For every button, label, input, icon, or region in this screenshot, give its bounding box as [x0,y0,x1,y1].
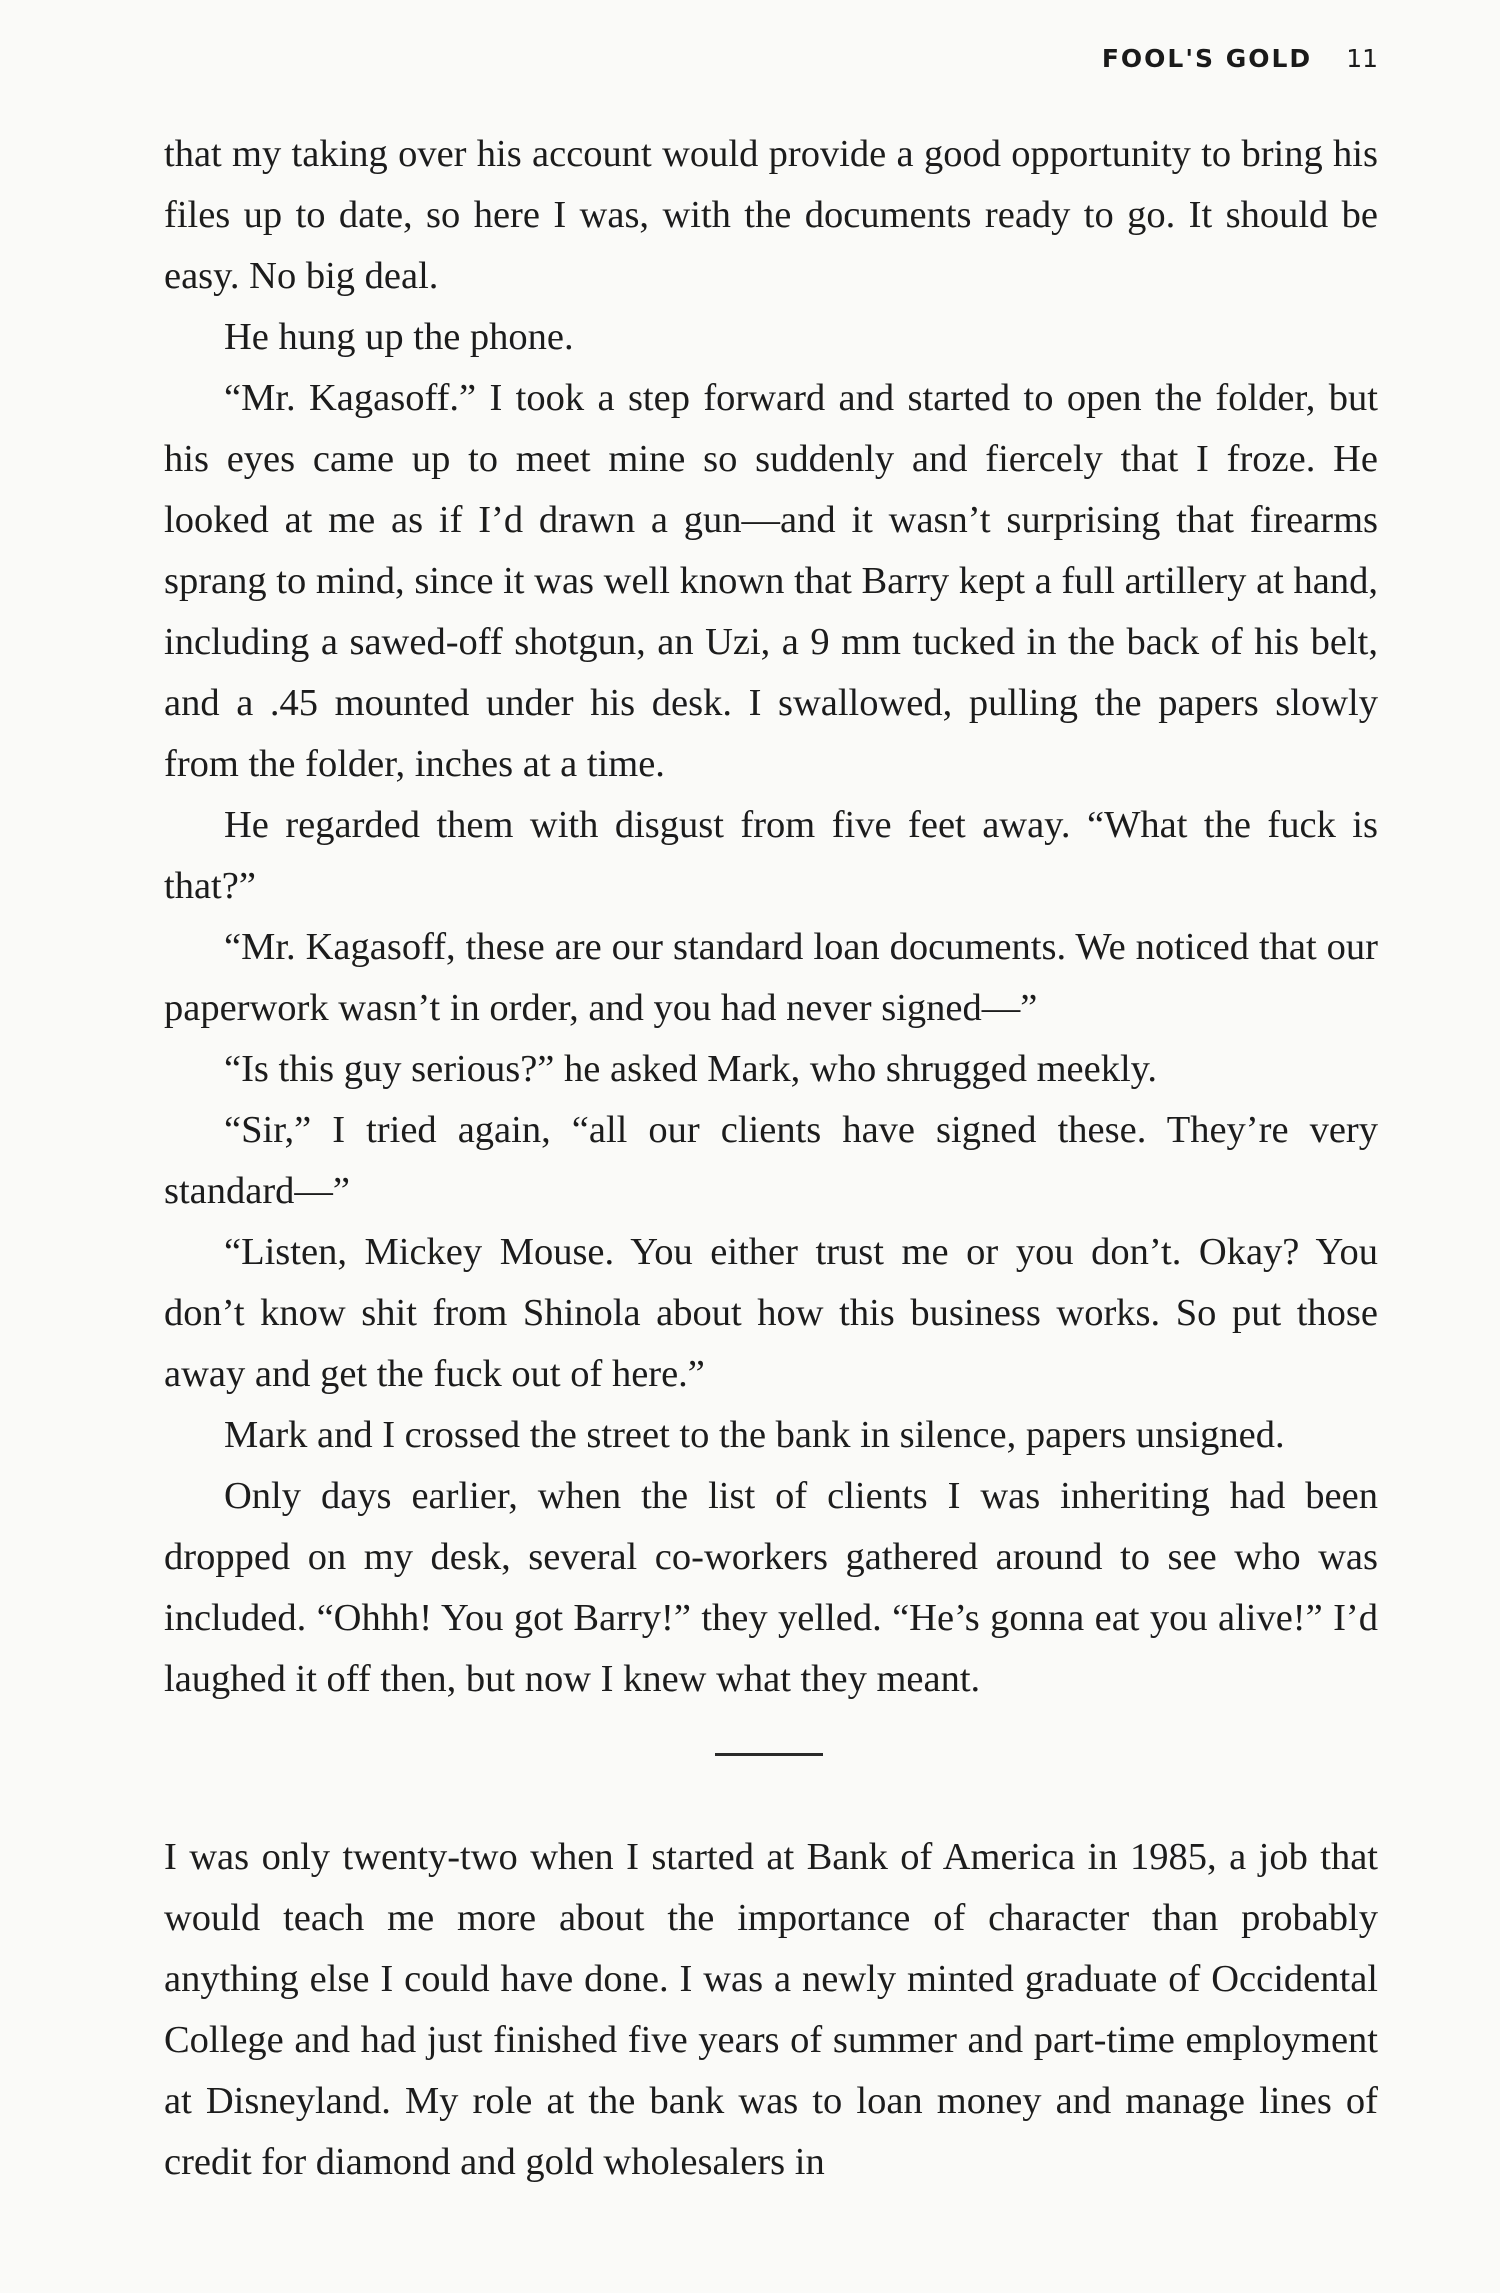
section-break-rule [715,1753,823,1756]
running-title: FOOL'S GOLD [1101,44,1313,73]
running-header [1102,44,1378,73]
paragraph: that my taking over his account would provide a good opportunity to bring his files up to date, so here I was, with the documents ready to go. It should be easy. No big deal. [164,133,1378,297]
body-text-after-break [164,1827,1378,2193]
paragraph: “Is this guy serious?” he asked Mark, who shrugged meekly. [224,1048,1158,1090]
paragraph: He hung up the phone. [224,316,574,358]
paragraph: Only days earlier, when the list of clients I was inheriting had been dropped on my desk, several co-workers gathered around to see who was included. “Ohhh! You got Barry!” they yelled. “He’s gonna eat you alive!” I’d laughed it off then, but now I knew what they meant. [164,1475,1378,1700]
paragraph: “Mr. Kagasoff.” I took a step forward and started to open the folder, but his eyes came up to meet mine so suddenly and fiercely that I froze. He looked at me as if I’d drawn a gun—and it wasn’t surprising that firearms sprang to mind, since it was well known that Barry kept a full artillery at hand, including a sawed-off shotgun, an Uzi, a 9 mm tucked in the back of his belt, and a .45 mounted under his desk. I swallowed, pulling the papers slowly from the folder, inches at a time. [164,377,1378,785]
paragraph: I was only twenty-two when I started at Bank of America in 1985, a job that would teach me more about the importance of character than probably anything else I could have done. I was a newly minted graduate of Occidental College and had just finished five years of summer and part-time employment at Disneyland. My role at the bank was to loan money and manage lines of credit for diamond and gold wholesalers in [164,1836,1378,2183]
paragraph: He regarded them with disgust from five feet away. “What the fuck is that?” [164,804,1378,907]
paragraph: “Sir,” I tried again, “all our clients have signed these. They’re very standard—” [164,1109,1378,1212]
page-number: 11 [1346,44,1378,73]
body-text-before-break [164,124,1378,1710]
paragraph: “Listen, Mickey Mouse. You either trust me or you don’t. Okay? You don’t know shit from Shinola about how this business works. So put those away and get the fuck out of here.” [164,1231,1378,1395]
paragraph: Mark and I crossed the street to the bank in silence, papers unsigned. [224,1414,1285,1456]
paragraph: “Mr. Kagasoff, these are our standard loan documents. We noticed that our paperwork wasn’t in order, and you had never signed—” [164,926,1378,1029]
